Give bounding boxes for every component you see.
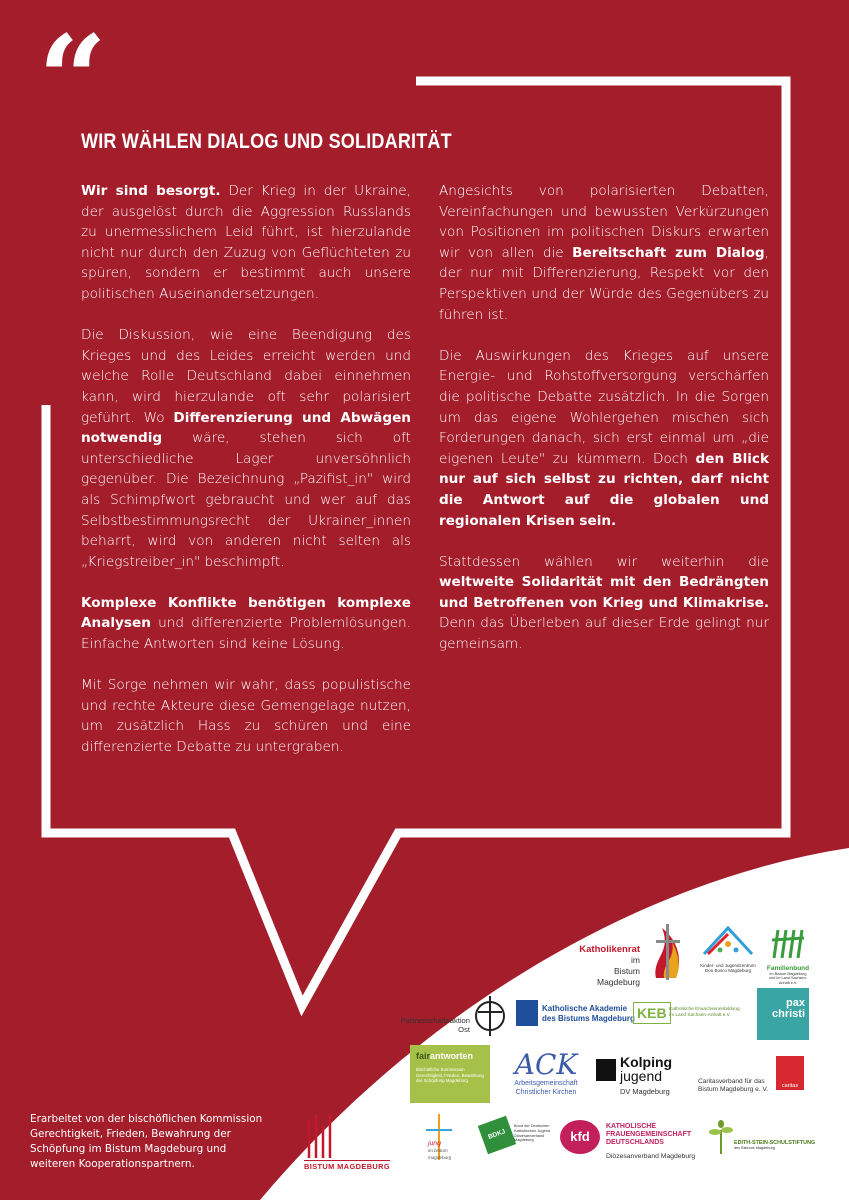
- bold-phrase: Differenzierung und Abwägen notwendig: [81, 409, 411, 447]
- bold-phrase: den Blick nur auf sich selbst zu richten, darf nicht die Antwort auf die globalen und regionalen Krisen sein.: [439, 450, 770, 529]
- katholikenrat-name: Katholikenrat: [579, 944, 640, 955]
- ack-abbr: ACK: [514, 1048, 578, 1081]
- bold-phrase: Bereitschaft zum Dialog: [572, 244, 765, 261]
- akademie-line2: des Bistums Magdeburg: [542, 1013, 635, 1023]
- jung-line1: jung: [428, 1140, 441, 1147]
- bdkj-badge: BDKJ: [478, 1116, 516, 1154]
- akademie-square-icon: [516, 1000, 538, 1026]
- kolping-line1: Kolping: [620, 1054, 673, 1070]
- logo-pax-christi: [757, 988, 809, 1040]
- text-run: Angesichts von polarisierten Debatten, Vereinfachungen und bewussten Verkürzungen von Positionen im politischen Diskurs erwarten wir von allen die: [439, 183, 769, 261]
- keb-line1: Katholische Erwachsenenbildung: [669, 1007, 740, 1012]
- pax-line1: pax: [786, 997, 805, 1009]
- familienbund-name: Familienbund: [766, 965, 810, 972]
- logo-don-bosco-house: [700, 924, 756, 973]
- fairantworten-rest: antworten: [430, 1051, 474, 1061]
- akademie-line1: Katholische Akademie: [542, 1004, 628, 1013]
- familienbund-figures-icon: [770, 926, 806, 960]
- ack-line1: Arbeitsgemeinschaft: [514, 1080, 578, 1087]
- edith-plant-icon: [708, 1120, 734, 1154]
- caritas-line2: Bistum Magdeburg e. V.: [698, 1086, 769, 1093]
- pax-line2: christi: [771, 1008, 805, 1020]
- quote-mark-icon: “: [38, 9, 108, 150]
- page-title: WIR WÄHLEN DIALOG UND SOLIDARITÄT: [81, 130, 452, 153]
- bistum-building-icon: [306, 1114, 336, 1158]
- kfd-line1: KATHOLISCHE: [606, 1123, 657, 1130]
- ack-line2: Christlicher Kirchen: [515, 1088, 577, 1096]
- bold-phrase: Wir sind besorgt.: [81, 183, 221, 199]
- globe-cross-icon: [474, 994, 506, 1038]
- fairantworten-fair: fair: [416, 1051, 431, 1061]
- kfd-line3: DEUTSCHLANDS: [606, 1139, 664, 1147]
- don-bosco-text: Kinder- und Jugendzentrum Don Bosco Magdeburg: [700, 963, 756, 973]
- text-run: Denn das Überleben auf dieser Erde gelingt nur gemeinsam.: [439, 615, 769, 653]
- edith-name: EDITH-STEIN-SCHULSTIFTUNG: [734, 1140, 816, 1146]
- text-run: wäre, stehen sich oft unterschiedliche Lager unversöhnlich gegenüber. Die Bezeichnung „Pazifist_in" wird als Schimpfwort gebraucht und wer auf das Selbstbestimmungsrecht der Ukrainer_innen beharrt, wird von anderen nicht selten als „Kriegstreiber_in" beschimpft.: [81, 430, 411, 570]
- logo-fairantworten: [410, 1045, 490, 1103]
- kfd-badge: kfd: [560, 1120, 600, 1154]
- credit-text: Erarbeitet von der bischöflichen Kommission Gerechtigkeit, Frieden, Bewahrung der Schöpfung im Bistum Magdeburg und weiteren Kooperationspartnern.: [30, 1113, 263, 1170]
- fairantworten-sub: Bischöfliche Kommission Gerechtigkeit, Frieden, Bewahrung der Schöpfung Magdeburg: [416, 1067, 484, 1084]
- kolping-line2: jugend: [620, 1068, 663, 1084]
- katholikenrat-flame-icon: [650, 922, 686, 980]
- text-run: Der Krieg in der Ukraine, der ausgelöst durch die Aggression Russlands zu unermesslichem Leid führt, ist hierzulande nicht nur durch den Zuzug von Geflüchteten zu spüren, sondern er bestimmt auch unsere politischen Auseinandersetzungen.: [81, 183, 411, 302]
- edith-sub: des Bistums Magdeburg: [734, 1146, 775, 1150]
- jung-line2: im bistum magdeburg: [428, 1148, 452, 1160]
- caritas-badge: caritas: [776, 1056, 804, 1090]
- house-icon: [700, 924, 756, 958]
- logo-familienbund: [766, 926, 810, 985]
- partnerschaft-line2: Ost: [458, 1025, 470, 1034]
- partnerschaft-line1: Partnerschaftsaktion: [400, 1016, 470, 1025]
- kfd-line2: FRAUENGEMEINSCHAFT: [606, 1131, 692, 1139]
- text-run: , der nur mit Differenzierung, Respekt vor den Perspektiven und der Würde des Gegenübers zu führen ist.: [439, 244, 769, 323]
- bold-phrase: Komplexe Konflikte benötigen komplexe Analysen: [81, 594, 411, 632]
- bdkj-sub: Bund der Deutschen Katholischen Jugend Diözesanverband Magdeburg: [514, 1123, 551, 1143]
- caritas-line1: Caritasverband für das: [698, 1078, 765, 1085]
- keb-abbr: KEB: [633, 1002, 671, 1024]
- bistum-name: BISTUM MAGDEBURG: [304, 1162, 391, 1171]
- katholikenrat-sub: Bistum Magdeburg: [596, 966, 640, 987]
- kfd-sub: Diözesanverband Magdeburg: [606, 1153, 696, 1160]
- text-run: und differenzierte Problemlösungen. Einfache Antworten sind keine Lösung.: [81, 615, 411, 653]
- familienbund-sub: im Bistum Magdeburg und im Land Sachsen-Anhalt e.V.: [769, 972, 807, 985]
- logo-ack: [506, 1050, 586, 1097]
- text-run: Die Auswirkungen des Krieges auf unsere Energie- und Rohstoffversorgung verschärfen die politische Debatte zusätzlich. In die Sorgen um das eigene Wohlergehen mischen sich Forderungen danach, sich erst einmal um „die eigenen Leute" zu kümmern. Doch: [439, 347, 769, 467]
- keb-line2: im Land Sachsen-Anhalt e.V.: [669, 1013, 731, 1018]
- kolping-sub: DV Magdeburg: [620, 1087, 670, 1096]
- kolping-k-icon: [596, 1059, 616, 1081]
- text-run: Die Diskussion, wie eine Beendigung des Krieges und des Leides erreicht werden und welche Rolle Deutschland dabei einnehmen kann, wird hierzulande oft sehr polarisiert geführt. Wo: [81, 327, 411, 426]
- text-run: Stattdessen wählen wir weiterhin die: [439, 553, 769, 570]
- bold-phrase: weltweite Solidarität mit den Bedrängten und Betroffenen von Krieg und Klimakrise.: [439, 574, 769, 611]
- text-run: Mit Sorge nehmen wir wahr, dass populistische und rechte Akteure diese Gemengelage nutzen, um zusätzlich Hass zu schüren und eine differenzierte Debatte zu untergraben.: [81, 677, 411, 756]
